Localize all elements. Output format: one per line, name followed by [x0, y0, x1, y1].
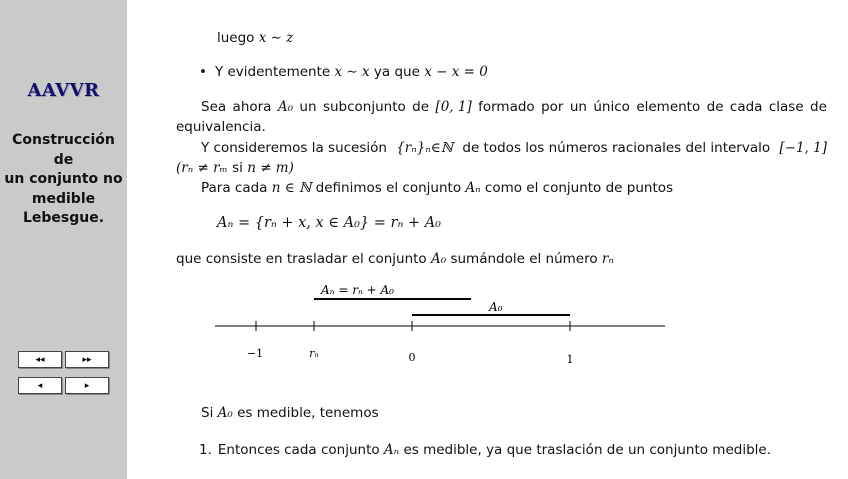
paragraph-si-medible: Si A₀ es medible, tenemos	[201, 405, 379, 421]
paragraph-line: (rₙ ≠ rₘ si n ≠ m)	[176, 160, 294, 176]
paragraph-line: equivalencia.	[176, 119, 266, 135]
section-title	[0, 131, 127, 229]
slide-content	[127, 0, 848, 479]
label-an: Aₙ = rₙ + A₀	[321, 283, 394, 297]
left-arrow-icon: ◂	[37, 380, 43, 391]
paragraph-para-cada: Para cada n ∈ ℕ definimos el conjunto Aₙ como el conjunto de puntos	[201, 180, 674, 196]
tick-label: rₙ	[309, 347, 319, 360]
sidebar	[0, 0, 127, 479]
section-title-line: un conjunto no	[4, 171, 123, 187]
tick-label: −1	[246, 347, 264, 360]
label-a0: A₀	[489, 300, 503, 314]
section-title-line: Construcción de	[12, 132, 115, 168]
tick-label: 0	[408, 351, 416, 364]
bullet-line: • Y evidentemente x ∼ x ya que x − x = 0	[199, 64, 488, 80]
right-arrow-icon: ▸	[84, 380, 90, 391]
paragraph-sea-ahora: Sea ahora A₀ un subconjunto de [0, 1] formado por un único elemento de cada clase de	[201, 99, 827, 115]
first-page-button[interactable]	[18, 351, 62, 368]
paragraph-trasladar: que consiste en trasladar el conjunto A₀ sumándole el número rₙ	[176, 251, 614, 267]
double-left-arrow-icon: ◂◂	[35, 354, 45, 365]
paragraph-sucesion: Y consideremos la sucesión {rₙ}ₙ∈ℕ de todos los números racionales del intervalo [−1, 1]	[201, 140, 827, 156]
last-page-button[interactable]	[65, 351, 109, 368]
next-page-button[interactable]	[65, 377, 109, 394]
section-title-line: medible	[31, 190, 96, 207]
section-title-line: Lebesgue.	[22, 210, 105, 226]
line-luego: luego x ∼ z	[217, 30, 294, 46]
double-right-arrow-icon: ▸▸	[82, 354, 92, 365]
bullet: •	[199, 64, 207, 80]
aavvr-logo: AAVVR	[27, 80, 100, 101]
equation-an: Aₙ = {rₙ + x, x ∈ A₀} = rₙ + A₀	[217, 215, 441, 231]
list-number: 1.	[199, 442, 212, 458]
list-item: 1. Entonces cada conjunto Aₙ es medible, ya que traslación de un conjunto medible.	[199, 442, 771, 458]
tick-label: 1	[566, 353, 574, 366]
previous-page-button[interactable]	[18, 377, 62, 394]
